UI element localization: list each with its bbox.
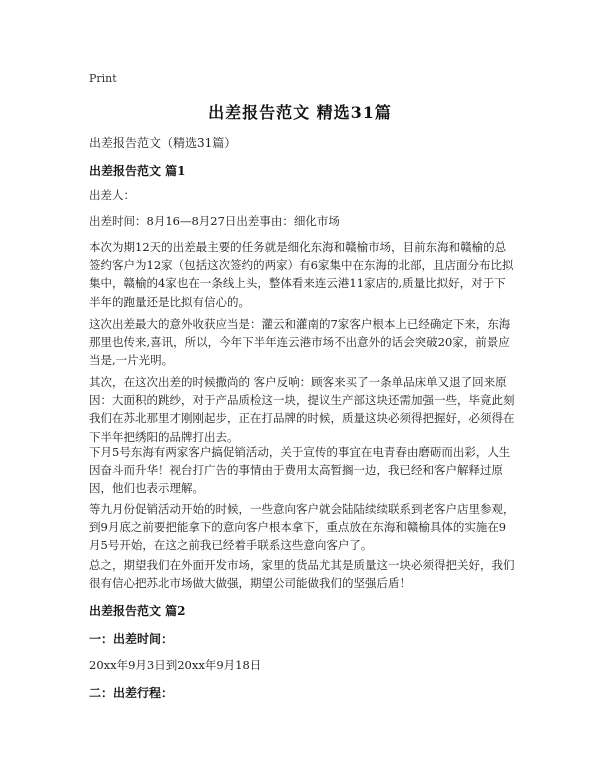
item-heading-itinerary: 二：出差行程： [89,686,174,700]
section-heading-1: 出差报告范文 篇1 [89,164,186,178]
paragraph-3: 其次，在这次出差的时候撒尚的 客户反响：顾客来买了一条单品床单又退了回来原因：大面积的跳纱，对于产品质检这一块，提议生产部这块还需加强一些，毕竟此刻我们在苏北那里才刚刚起步，正在打品牌的时候，质量这块必须得把握好，必须得在下半年把绣阳的品牌打出去。 [89,375,515,444]
paragraph-2: 这次出差最大的意外收获应当是：灌云和灌南的7家客户根本上已经确定下来，东海那里也传来,喜讯，所以，今年下半年连云港市场不出意外的话会突破20家，前景应当是,一片光明。 [89,317,511,368]
paragraph-5: 等九月份促销活动开始的时候，一些意向客户就会陆陆续续联系到老客户店里参观，到9月底之前要把能拿下的意向客户根本拿下，重点放在东海和赣榆具体的实施在9月5号开始，在这之前我已经着手联系这些意向客户了。 [89,502,515,553]
print-label[interactable]: Print [89,72,117,85]
section-heading-2: 出差报告范文 篇2 [89,604,186,618]
traveler-line: 出差人： [89,188,135,202]
document-subtitle: 出差报告范文（精选31篇） [89,136,237,150]
paragraph-6: 总之，期望我们在外面开发市场，家里的货品尤其是质量这一块必须得把关好，我们很有信心把苏北市场做大做强，期望公司能做我们的坚强后盾！ [89,558,515,591]
item-value-time: 20xx年9月3日到20xx年9月18日 [89,658,262,672]
document-title: 出差报告范文 精选31篇 [208,103,392,122]
travel-time-line: 出差时间：8月16—8月27日出差事由：细化市场 [89,214,340,228]
paragraph-1: 本次为期12天的出差最主要的任务就是细化东海和赣榆市场，目前东海和赣榆的总签约客户为12家（包括这次签约的两家）有6家集中在东海的北部，且店面分布比拟集中，赣榆的4家也在一条线上头，整体看来连云港11家店的,质量比拟好，对于下半年的跑量还是比拟有信心的。 [89,240,514,309]
item-heading-time: 一：出差时间： [89,632,174,646]
paragraph-4: 下月5号东海有两家客户搞促销活动，关于宣传的事宜在电青春由磨砺而出彩，人生因奋斗而升华！视台打广告的事情由于费用太高暂搁一边，我已经和客户解释过原因，他们也表示理解。 [89,445,511,496]
